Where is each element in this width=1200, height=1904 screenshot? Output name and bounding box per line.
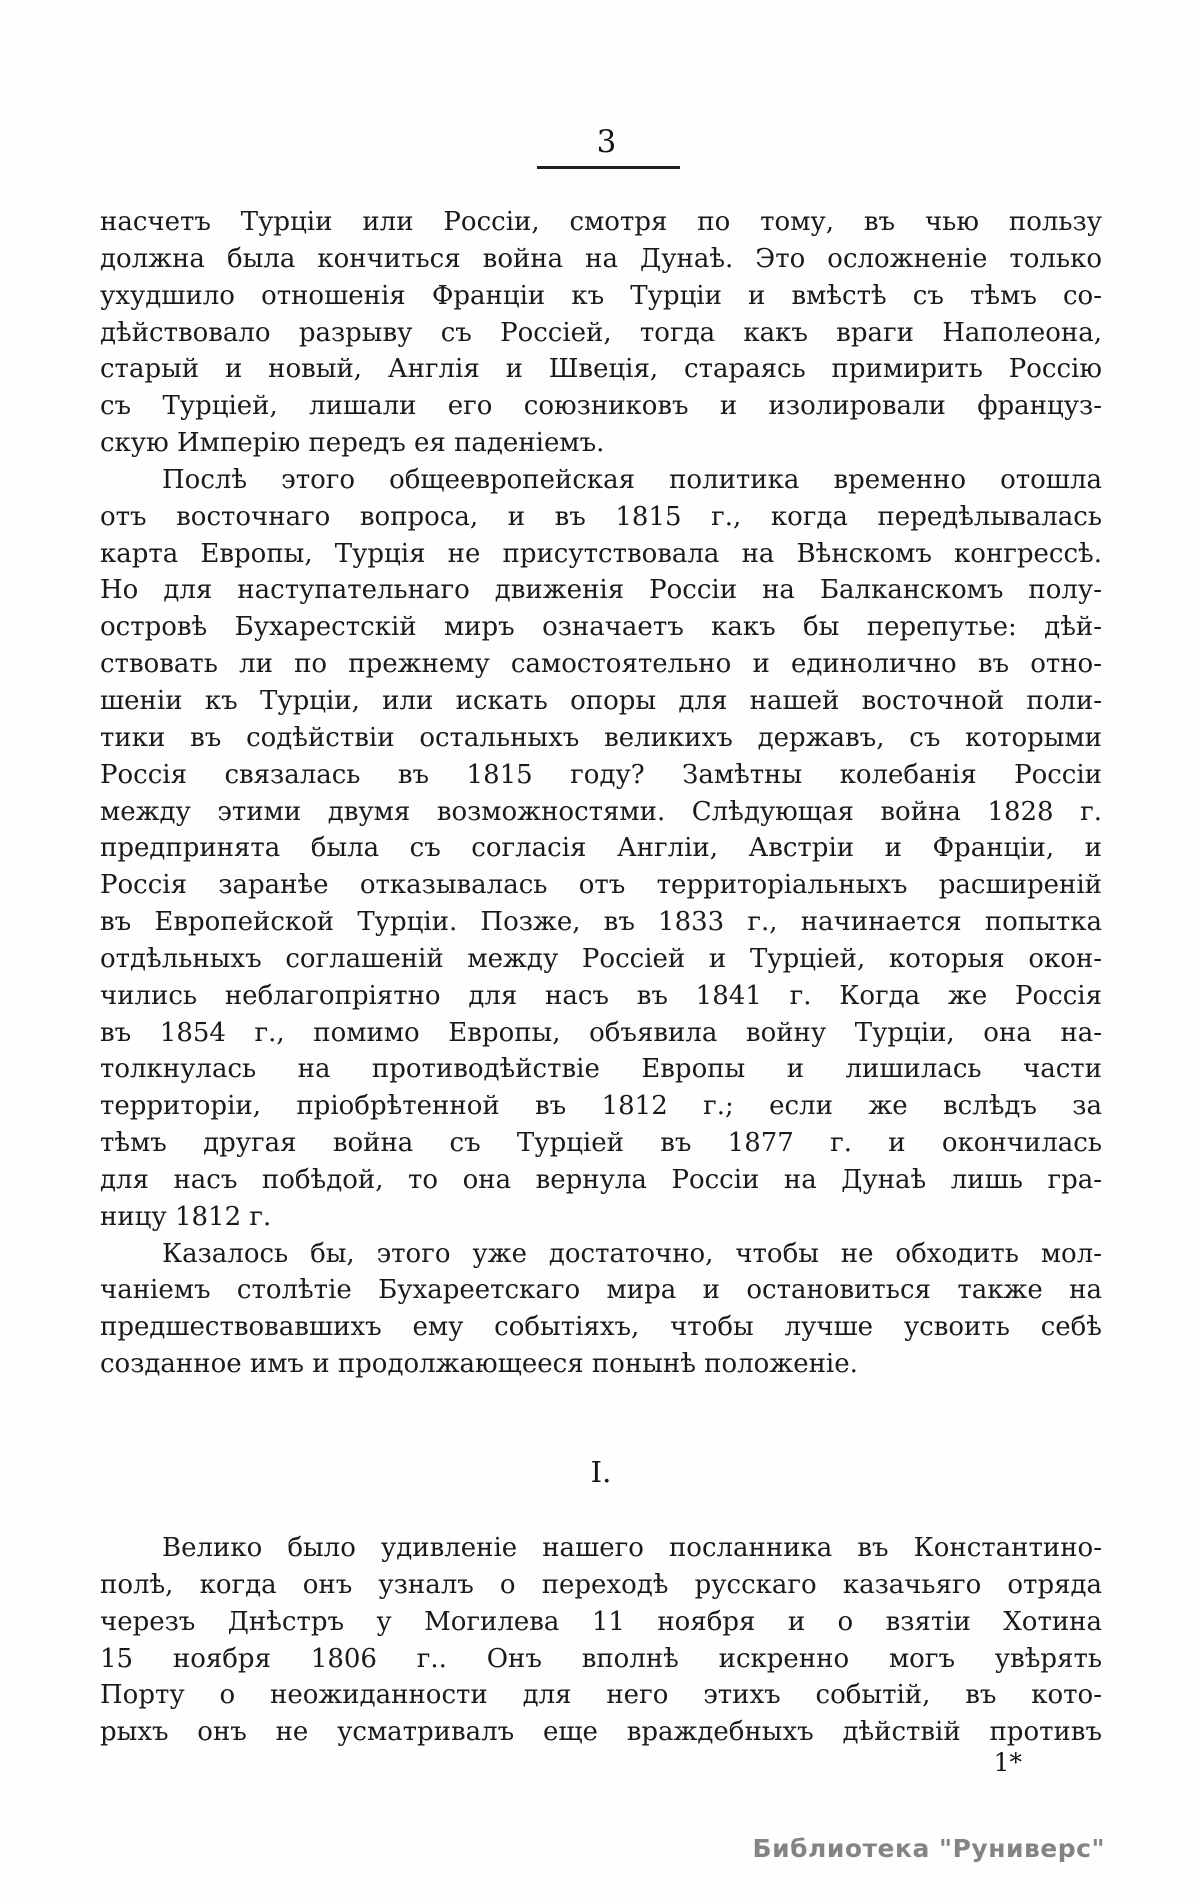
text-line: территоріи, пріобрѣтенной въ 1812 г.; если же вслѣдъ за: [100, 1091, 1102, 1122]
text-line: Велико было удивленіе нашего посланника въ Константино-: [162, 1533, 1102, 1563]
paragraph: [100, 1236, 1102, 1383]
text-line: Россія связалась въ 1815 году? Замѣтны колебанія Россіи: [100, 759, 1102, 790]
page-number: 3: [596, 124, 618, 160]
text-line: ствовать ли по прежнему самостоятельно и единолично въ отно-: [100, 649, 1102, 680]
text-column: [100, 204, 1102, 1751]
text-line: въ 1854 г., помимо Европы, объявила войну Турціи, она на-: [100, 1017, 1102, 1048]
text-line: съ Турціей, лишали его союзниковъ и изолировали француз-: [100, 391, 1102, 422]
paragraph: [100, 462, 1102, 1236]
text-line: Порту о неожиданности для него этихъ событій, въ кото-: [100, 1680, 1102, 1711]
text-line: должна была кончиться война на Дунаѣ. Это осложненіе только: [100, 243, 1102, 274]
text-line: островѣ Бухарестскій миръ означаетъ какъ бы перепутье: дѣй-: [100, 612, 1102, 643]
text-line: полѣ, когда онъ узналъ о переходѣ русскаго казачьяго отряда: [100, 1569, 1102, 1600]
text-line: старый и новый, Англія и Швеція, стараясь примирить Россію: [100, 354, 1102, 385]
text-line: тики въ содѣйствіи остальныхъ великихъ державъ, съ которыми: [100, 722, 1102, 753]
text-line: Россія заранѣе отказывалась отъ территоріальныхъ расширеній: [100, 870, 1102, 901]
paragraph: [100, 1530, 1102, 1751]
text-line: отъ восточнаго вопроса, и въ 1815 г., когда передѣлывалась: [100, 501, 1102, 532]
text-line: въ Европейской Турціи. Позже, въ 1833 г., начинается попытка: [100, 907, 1102, 938]
text-line: рыхъ онъ не усматривалъ еще враждебныхъ дѣйствій противъ: [100, 1717, 1102, 1748]
text-line: предшествовавшихъ ему событіяхъ, чтобы лучше усвоить себѣ: [100, 1312, 1102, 1343]
text-line: черезъ Днѣстръ у Могилева 11 ноября и о взятіи Хотина: [100, 1606, 1102, 1637]
library-watermark: Библиотека "Руниверс": [752, 1834, 1105, 1863]
header-rule: [537, 166, 680, 169]
text-line: насчетъ Турціи или Россіи, смотря по тому, въ чью пользу: [100, 207, 1102, 237]
text-line: скую Имперію передъ ея паденіемъ.: [100, 428, 605, 459]
text-line: тѣмъ другая война съ Турціей въ 1877 г. и окончилась: [100, 1128, 1102, 1159]
text-line: чаніемъ столѣтіе Бухареетскаго мира и остановиться также на: [100, 1275, 1102, 1306]
text-line: ницу 1812 г.: [100, 1201, 272, 1232]
text-line: карта Европы, Турція не присутствовала на Вѣнскомъ конгрессѣ.: [100, 538, 1102, 569]
text-line: Послѣ этого общеевропейская политика временно отошла: [162, 464, 1102, 495]
text-line: созданное имъ и продолжающееся понынѣ положеніе.: [100, 1349, 858, 1380]
text-line: ухудшило отношенія Франціи къ Турціи и вмѣстѣ съ тѣмъ со-: [100, 280, 1102, 311]
text-line: Казалось бы, этого уже достаточно, чтобы не обходить мол-: [162, 1238, 1102, 1269]
text-line: для насъ побѣдой, то она вернула Россіи на Дунаѣ лишь гра-: [100, 1164, 1102, 1195]
text-line: предпринята была съ согласія Англіи, Австріи и Франціи, и: [100, 833, 1102, 864]
text-line: шеніи къ Турціи, или искать опоры для нашей восточной поли-: [100, 685, 1102, 716]
text-line: чились неблагопріятно для насъ въ 1841 г. Когда же Россія: [100, 980, 1102, 1011]
section-heading: I.: [590, 1455, 612, 1489]
text-line: дѣйствовало разрыву съ Россіей, тогда какъ враги Наполеона,: [100, 317, 1102, 348]
text-line: 15 ноября 1806 г.. Онъ вполнѣ искренно могъ увѣрять: [100, 1643, 1102, 1674]
text-line: Но для наступательнаго движенія Россіи на Балканскомъ полу-: [100, 575, 1102, 606]
paragraph: [100, 204, 1102, 462]
text-line: отдѣльныхъ соглашеній между Россіей и Турціей, которыя окон-: [100, 943, 1102, 974]
text-line: толкнулась на противодѣйствіе Европы и лишилась части: [100, 1054, 1102, 1085]
text-line: между этими двумя возможностями. Слѣдующая война 1828 г.: [100, 796, 1102, 827]
signature-mark: 1*: [993, 1748, 1022, 1777]
